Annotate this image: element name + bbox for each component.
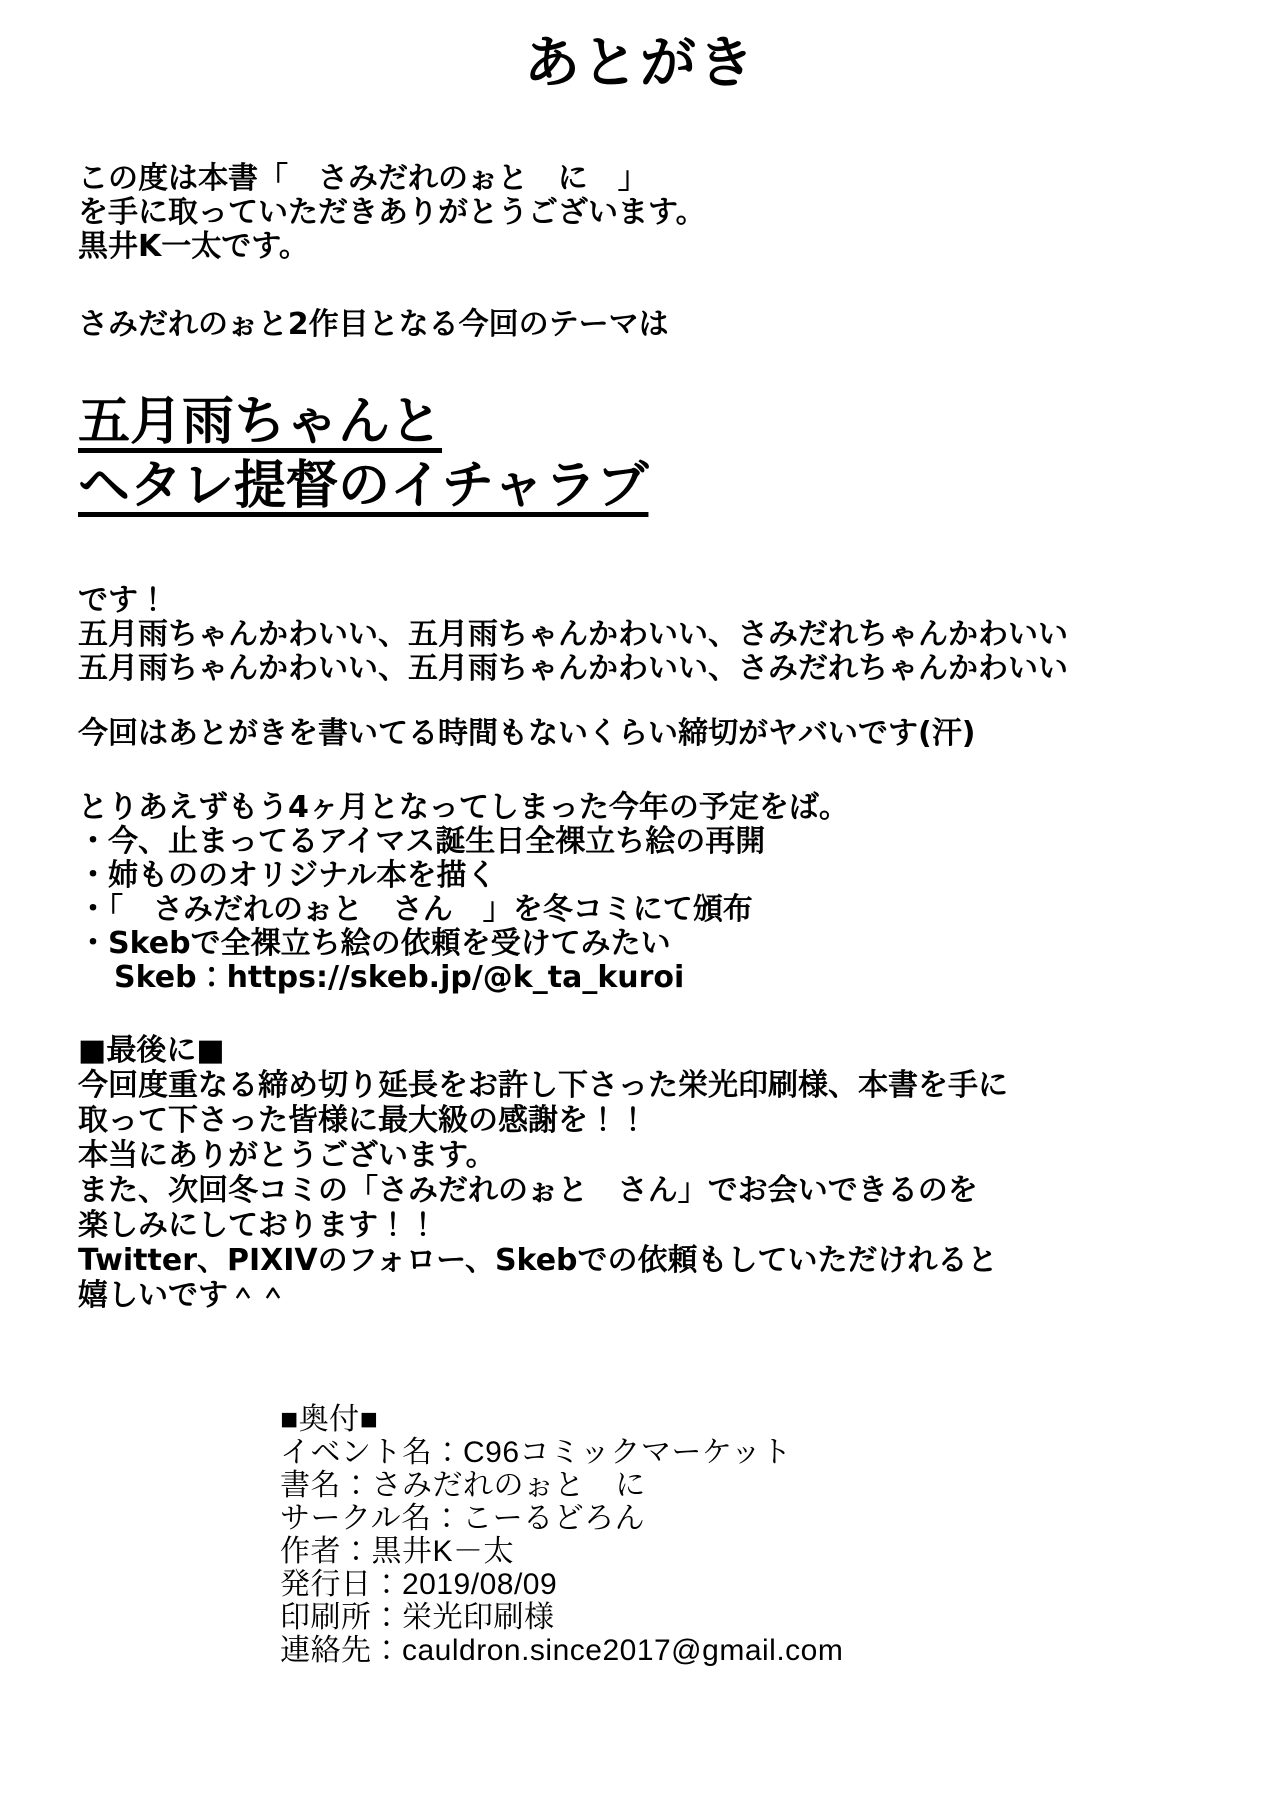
closing-line-7: 嬉しいです＾＾ [78,1278,288,1313]
intro-paragraph [78,162,1240,264]
closing-line-5: 楽しみにしております！！ [78,1208,438,1243]
intro-line-3: 黒井K一太です。 [78,229,309,264]
plans-section [78,791,1240,995]
theme-outro-line-3: 五月雨ちゃんかわいい、五月雨ちゃんかわいい、さみだれちゃんかわいい [78,651,1068,686]
colophon-author: 作者：黒井K－太 [280,1535,515,1568]
intro-line-2: を手に取っていただきありがとうございます。 [78,195,706,230]
theme-heading [78,390,1240,518]
closing-line-1: 今回度重なる締め切り延長をお許し下さった栄光印刷様、本書を手に [78,1068,1008,1103]
plan-item-1: ・今、止まってるアイマス誕生日全裸立ち絵の再開 [78,824,766,859]
theme-outro-line-2: 五月雨ちゃんかわいい、五月雨ちゃんかわいい、さみだれちゃんかわいい [78,617,1068,652]
closing-heading: ■最後に■ [78,1033,225,1068]
plan-item-3: ・「 さみだれのぉと さん 」を冬コミにて頒布 [78,892,753,927]
intro-line-1: この度は本書「 さみだれのぉと に 」 [78,161,648,196]
colophon-book-title: 書名：さみだれのぉと に [280,1469,646,1502]
plan-item-2: ・姉もののオリジナル本を描く [78,858,497,893]
colophon-contact: 連絡先：cauldron.since2017@gmail.com [280,1634,844,1667]
deadline-note-line: 今回はあとがきを書いてる時間もないくらい締切がヤバいです(汗) [78,716,976,751]
closing-section [78,1033,1240,1313]
colophon-printer: 印刷所：栄光印刷様 [280,1601,555,1634]
closing-line-3: 本当にありがとうございます。 [78,1138,496,1173]
colophon-event: イベント名：C96コミックマーケット [280,1436,792,1469]
plans-intro-line: とりあえずもう4ヶ月となってしまった今年の予定をば。 [78,790,849,825]
theme-outro-paragraph [78,584,1240,686]
closing-line-4: また、次回冬コミの「さみだれのぉと さん」でお会いできるのを [78,1173,978,1208]
closing-line-2: 取って下さった皆様に最大級の感謝を！！ [78,1103,648,1138]
closing-line-6: Twitter、PIXIVのフォロー、Skebでの依頼もしていただけれると [78,1243,998,1278]
theme-intro-paragraph [78,308,1240,342]
theme-heading-line-2: ヘタレ提督のイチャラブ [78,456,649,516]
skeb-url-line: Skeb：https://skeb.jp/@k_ta_kuroi [114,960,685,995]
colophon-heading: ■奥付■ [280,1403,379,1436]
colophon-circle: サークル名：こーるどろん [280,1502,646,1535]
theme-heading-line-1: 五月雨ちゃんと [78,392,443,452]
page-title: あとがき [524,31,756,96]
page-body [78,162,1240,1667]
theme-intro-line: さみだれのぉと2作目となる今回のテーマは [78,307,669,342]
deadline-paragraph [78,717,1240,751]
plan-item-4: ・Skebで全裸立ち絵の依頼を受けてみたい [78,926,671,961]
colophon-section [280,1403,1240,1667]
theme-outro-line-1: です！ [78,583,168,618]
colophon-publish-date: 発行日：2019/08/09 [280,1568,558,1601]
